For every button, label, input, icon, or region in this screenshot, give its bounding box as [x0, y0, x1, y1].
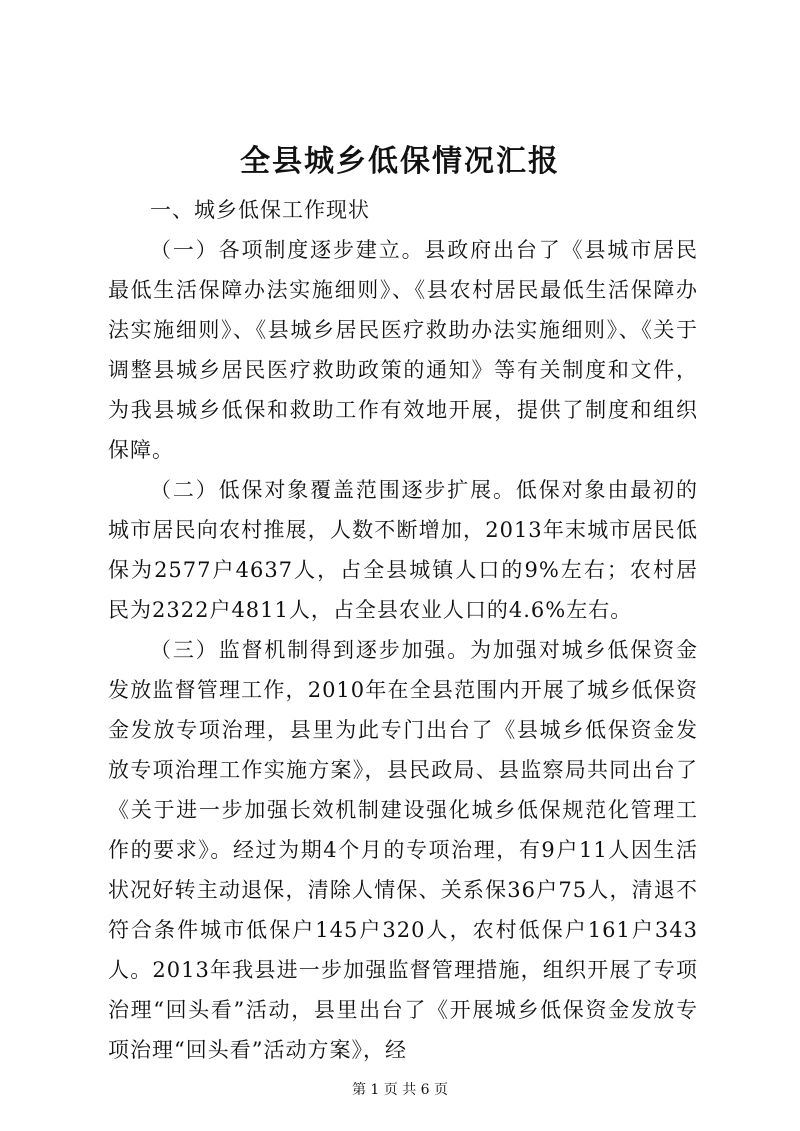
section-heading: 一、城乡低保工作现状 — [150, 198, 370, 222]
paragraph-3: （三）监督机制得到逐步加强。为加强对城乡低保资金发放监督管理工作，2010年在全县范围内开展了城乡低保资金发放专项治理，县里为此专门出台了《县城乡低保资金发放专项治理工作实施方案》，县民政局、县监察局共同出台了《关于进一步加强长效机制建设强化城乡低保规范化管理工作的要求》。经过为期4个月的专项治理，有9户11人因生活状况好转主动退保，清除人情保、关系保36户75人，清退不符合条件城市低保户145户320人，农村低保户161户343人。2013年我县进一步加强监督管理措施，组织开展了专项治理“回头看”活动，县里出台了《开展城乡低保资金发放专项治理“回头看”活动方案》，经 — [108, 638, 698, 1062]
paragraph-1: （一）各项制度逐步建立。县政府出台了《县城市居民最低生活保障办法实施细则》、《县农村居民最低生活保障办法实施细则》、《县城乡居民医疗救助办法实施细则》、《关于调整县城乡居民医疗救助政策的通知》等有关制度和文件，为我县城乡低保和救助工作有效地开展，提供了制度和组织保障。 — [108, 238, 698, 462]
page-number-footer: 第 1 页 共 6 页 — [351, 1082, 449, 1098]
paragraph-2: （二）低保对象覆盖范围逐步扩展。低保对象由最初的城市居民向农村推展，人数不断增加，2013年末城市居民低保为2577户4637人，占全县城镇人口的9%左右；农村居民为2322户4811人，占全县农业人口的4.6%左右。 — [108, 478, 698, 622]
document-body — [108, 190, 698, 1070]
page-title: 全县城乡低保情况汇报 — [240, 144, 560, 179]
